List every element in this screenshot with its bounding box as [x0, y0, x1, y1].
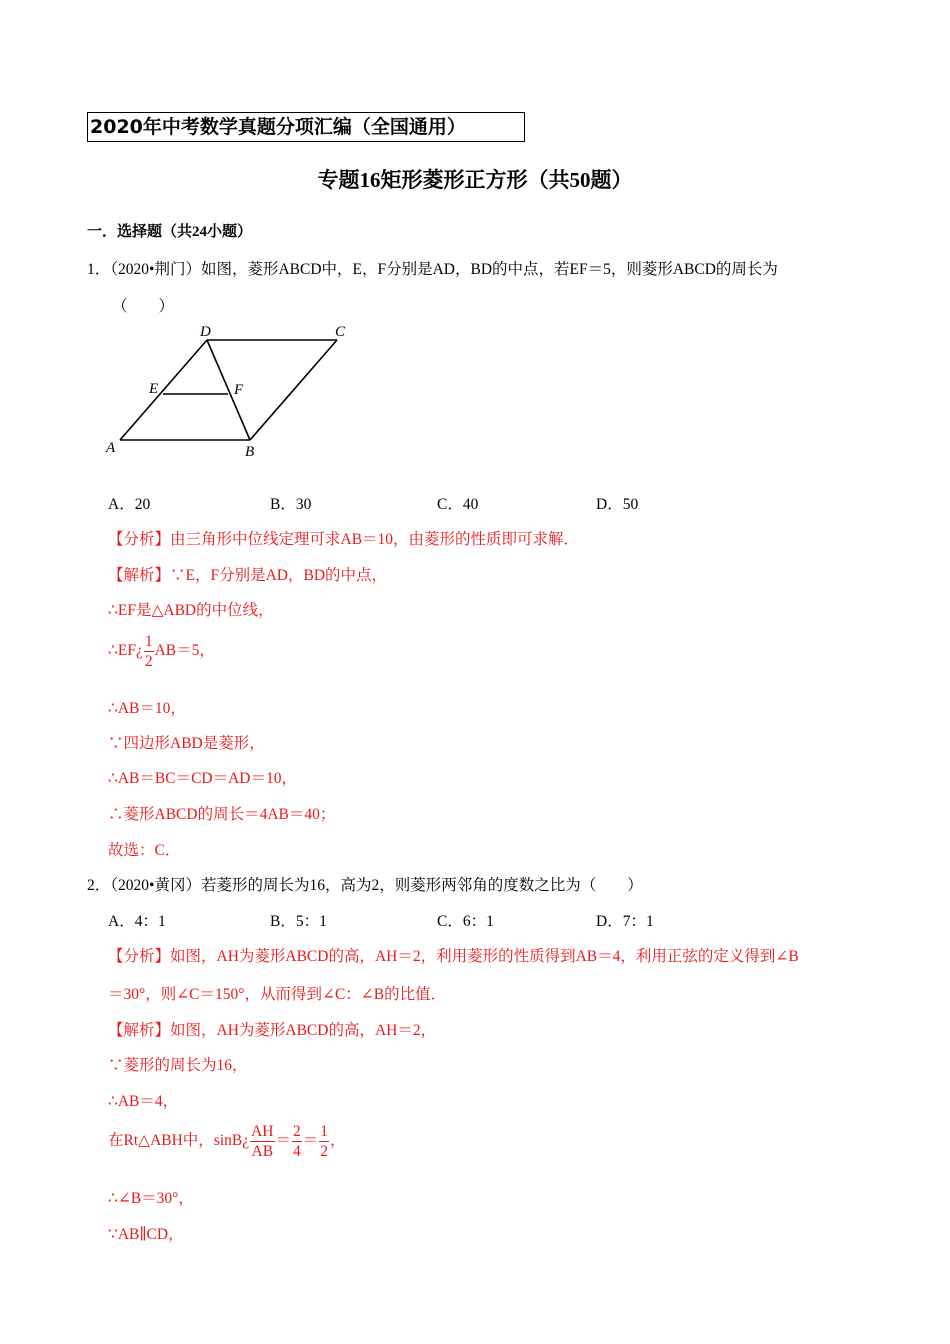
q1-solution-line-7: ∴菱形ABCD的周长＝4AB＝40；: [108, 806, 336, 823]
q1-option-b[interactable]: B．30: [270, 496, 312, 513]
q1-stem-line: [87, 257, 778, 279]
label-E: E: [149, 381, 159, 397]
label-A: A: [106, 440, 116, 456]
label-D: D: [200, 324, 211, 340]
q1-blank: （ ）: [112, 298, 175, 315]
q2-solution-line-1: 【解析】如图，AH为菱形ABCD的高，AH＝2，: [108, 1022, 437, 1039]
q1-analysis: 【分析】由三角形中位线定理可求AB＝10，由菱形的性质即可求解．: [108, 531, 580, 548]
label-B: B: [245, 444, 255, 460]
q1-solution-line-2: ∴EF是△ABD的中位线，: [108, 602, 274, 619]
q1-solution-line-3: ∴EF¿ $\frac{1}{2}$ AB＝5，: [108, 633, 215, 670]
q2-analysis-line-2: ＝30°，则∠C＝150°，从而得到∠C：∠B的比值．: [108, 986, 447, 1003]
section-heading: 一．选择题（共24小题）: [87, 224, 253, 240]
q2-number: 2．: [87, 877, 111, 894]
q1-solution-line-6: ∴AB＝BC＝CD＝AD＝10，: [108, 770, 297, 787]
q1-rhombus-figure: [100, 318, 360, 468]
q2-source: （2020•黄冈）: [110, 877, 201, 894]
q2-stem-line: [87, 873, 643, 895]
q2-solution-line-6: ∵AB∥CD，: [108, 1226, 184, 1243]
collection-title: 2020年中考数学真题分项汇编（全国通用）: [87, 112, 525, 142]
q2-option-a[interactable]: A．4：1: [108, 913, 166, 930]
q1-solution-line-4: ∴AB＝10，: [108, 700, 186, 717]
q1-option-a[interactable]: A．20: [108, 496, 151, 513]
q1-solution-line-5: ∵四边形ABD是菱形，: [108, 735, 265, 752]
q2-solution-line-5: ∴∠B＝30°，: [108, 1190, 194, 1207]
q1-option-c[interactable]: C．40: [437, 496, 479, 513]
fraction-ah-ab: $\frac{AH}{AB}$: [251, 1123, 274, 1160]
q2-stem: 若菱形的周长为16，高为2，则菱形两邻角的度数之比为（ ）: [200, 877, 643, 894]
fraction-one-half: $\frac{1}{2}$: [144, 633, 153, 670]
label-C: C: [335, 324, 346, 340]
q1-option-d[interactable]: D．50: [596, 496, 639, 513]
q1-solution-line-1: 【解析】∵E，F分别是AD，BD的中点，: [108, 567, 388, 584]
q2-solution-line-3: ∴AB＝4，: [108, 1093, 179, 1110]
q1-source: （2020•荆门）: [110, 261, 201, 278]
q2-solution-line-2: ∵菱形的周长为16，: [108, 1057, 248, 1074]
q1-number: 1．: [87, 261, 111, 278]
q2-analysis-line-1: 【分析】如图，AH为菱形ABCD的高，AH＝2，利用菱形的性质得到AB＝4，利用正弦的定义得到∠B: [108, 948, 799, 965]
q1-stem: 如图，菱形ABCD中，E，F分别是AD，BD的中点，若EF＝5，则菱形ABCD的周长为: [200, 261, 778, 278]
q2-solution-line-4: 在Rt△ABH中，sinB¿ $\frac{AH}{AB}$ ＝ $\frac{2}{4}$ ＝ $\frac{1}{2}$ ，: [108, 1123, 346, 1160]
fraction-one-half-2: $\frac{1}{2}$: [320, 1123, 329, 1160]
q2-option-d[interactable]: D．7：1: [596, 913, 654, 930]
label-F: F: [234, 382, 244, 398]
topic-title: 专题16矩形菱形正方形（共50题）: [317, 168, 633, 192]
q2-option-c[interactable]: C．6：1: [437, 913, 494, 930]
q1-solution-line-8: 故选：C．: [108, 842, 181, 859]
q2-option-b[interactable]: B．5：1: [270, 913, 327, 930]
fraction-two-four: $\frac{2}{4}$: [293, 1123, 301, 1160]
